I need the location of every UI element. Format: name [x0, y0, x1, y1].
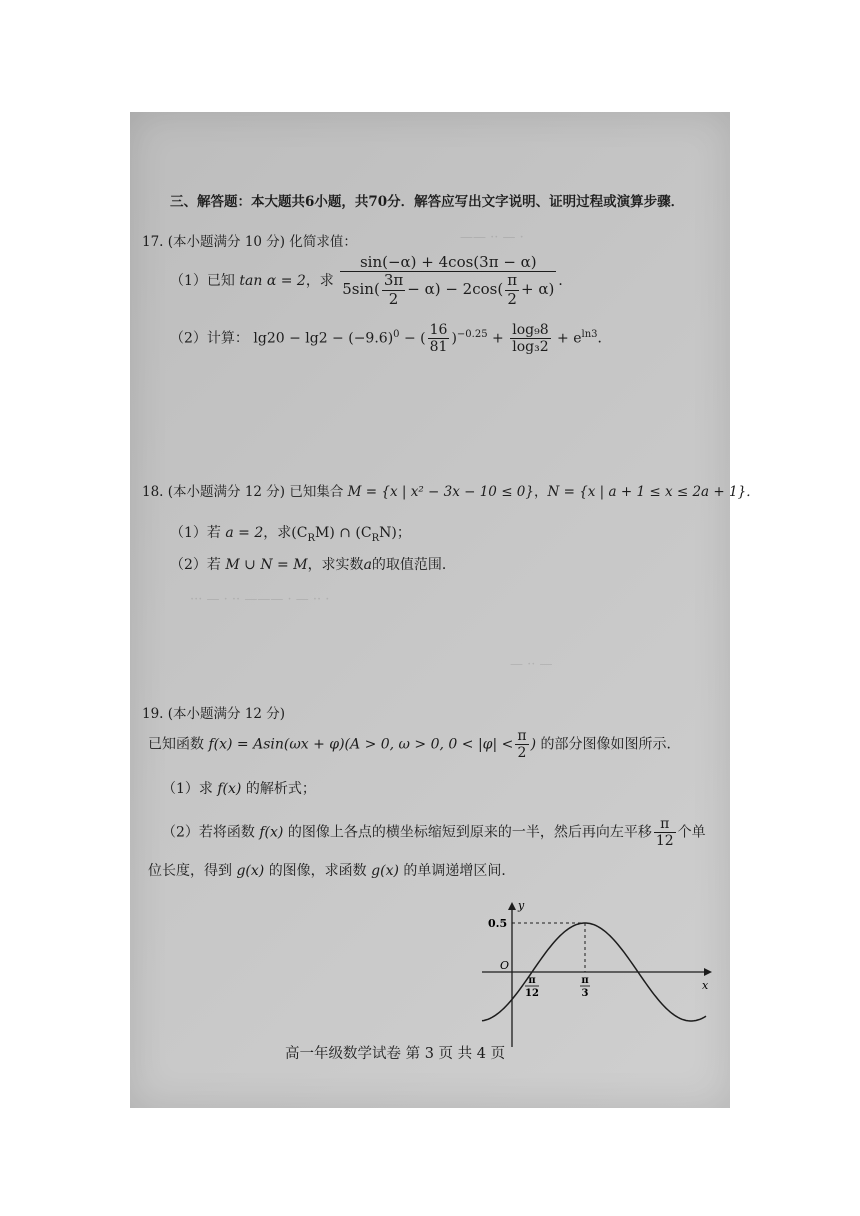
- q17-fraction: sin(−α) + 4cos(3π − α) 5sin( $\frac{3\pi}{2}$ − α) − 2cos( $\frac{\pi}{2}$ + α): [342, 253, 555, 308]
- peak-value-label: 0.5: [488, 917, 508, 930]
- y-axis-label: y: [518, 899, 525, 912]
- bleed-through-text: —— ·· — ·: [460, 230, 524, 245]
- q18-part2: （2）若 M ∪ N = M，求实数a的取值范围．: [170, 557, 456, 573]
- exam-paper: [130, 112, 760, 1108]
- q18-part1: （1）若 a = 2，求$(C_RM)$ ∩ $(C_RN)$；: [170, 525, 411, 544]
- q17-part1: （1）已知 tan α = 2，求 sin(−α) + 4cos(3π − α) 5sin( $\frac{3\pi}{2}$ − α) − 2cos( $\frac{\pi}{2}$ + α) ．: [170, 253, 573, 308]
- bleed-through-text: ··· — · ·· ——— · — ·· ·: [190, 592, 330, 607]
- sine-graph: [480, 897, 720, 1057]
- q19-header: 19. (本小题满分 12 分): [142, 706, 286, 722]
- tick-pi-3-denominator: 3: [581, 988, 589, 999]
- x-axis-arrow: [704, 968, 712, 976]
- q19-part2-line2: 位长度，得到 g(x) 的图像，求函数 g(x) 的单调递增区间．: [148, 863, 516, 879]
- section-heading: 三、解答题：本大题共6小题，共70分．解答应写出文字说明、证明过程或演算步骤．: [170, 194, 685, 210]
- q19-intro: 已知函数 f(x) = Asin(ωx + φ)(A > 0, ω > 0, 0 < |φ| < $\frac{\pi}{2}$ ) 的部分图像如图所示．: [148, 728, 681, 762]
- q18-header: 18. (本小题满分 12 分) 已知集合 M = {x | x² − 3x − 10 ≤ 0}，N = {x | a + 1 ≤ x ≤ 2a + 1}．: [142, 484, 760, 500]
- tick-pi-3-numerator: π: [581, 975, 589, 986]
- q17-header: 17. (本小题满分 10 分) 化简求值：: [142, 234, 357, 250]
- x-axis-label: x: [702, 979, 709, 992]
- q19-part1: （1）求 f(x) 的解析式；: [162, 781, 316, 797]
- bleed-through-text: — ·· —: [510, 657, 553, 672]
- tick-pi-12-denominator: 12: [525, 988, 539, 999]
- origin-label: O: [500, 959, 510, 972]
- q17-part2: （2）计算： $\lg 20 - \lg 2 - (-9.6)^0$ − ( $\frac{16}{81}$ )$^{-0.25}$ + $\frac{\text{log₉8}}{\text{log₃2}}$ + $e^{ln3}$．: [170, 322, 612, 356]
- page-footer: 高一年级数学试卷 第 3 页 共 4 页: [285, 1046, 506, 1062]
- q19-part2-line1: （2）若将函数 f(x) 的图像上各点的横坐标缩短到原来的一半，然后再向左平移 $\frac{\pi}{12}$ 个单: [162, 816, 706, 850]
- y-axis-arrow: [508, 902, 516, 910]
- tick-pi-12-numerator: π: [528, 975, 536, 986]
